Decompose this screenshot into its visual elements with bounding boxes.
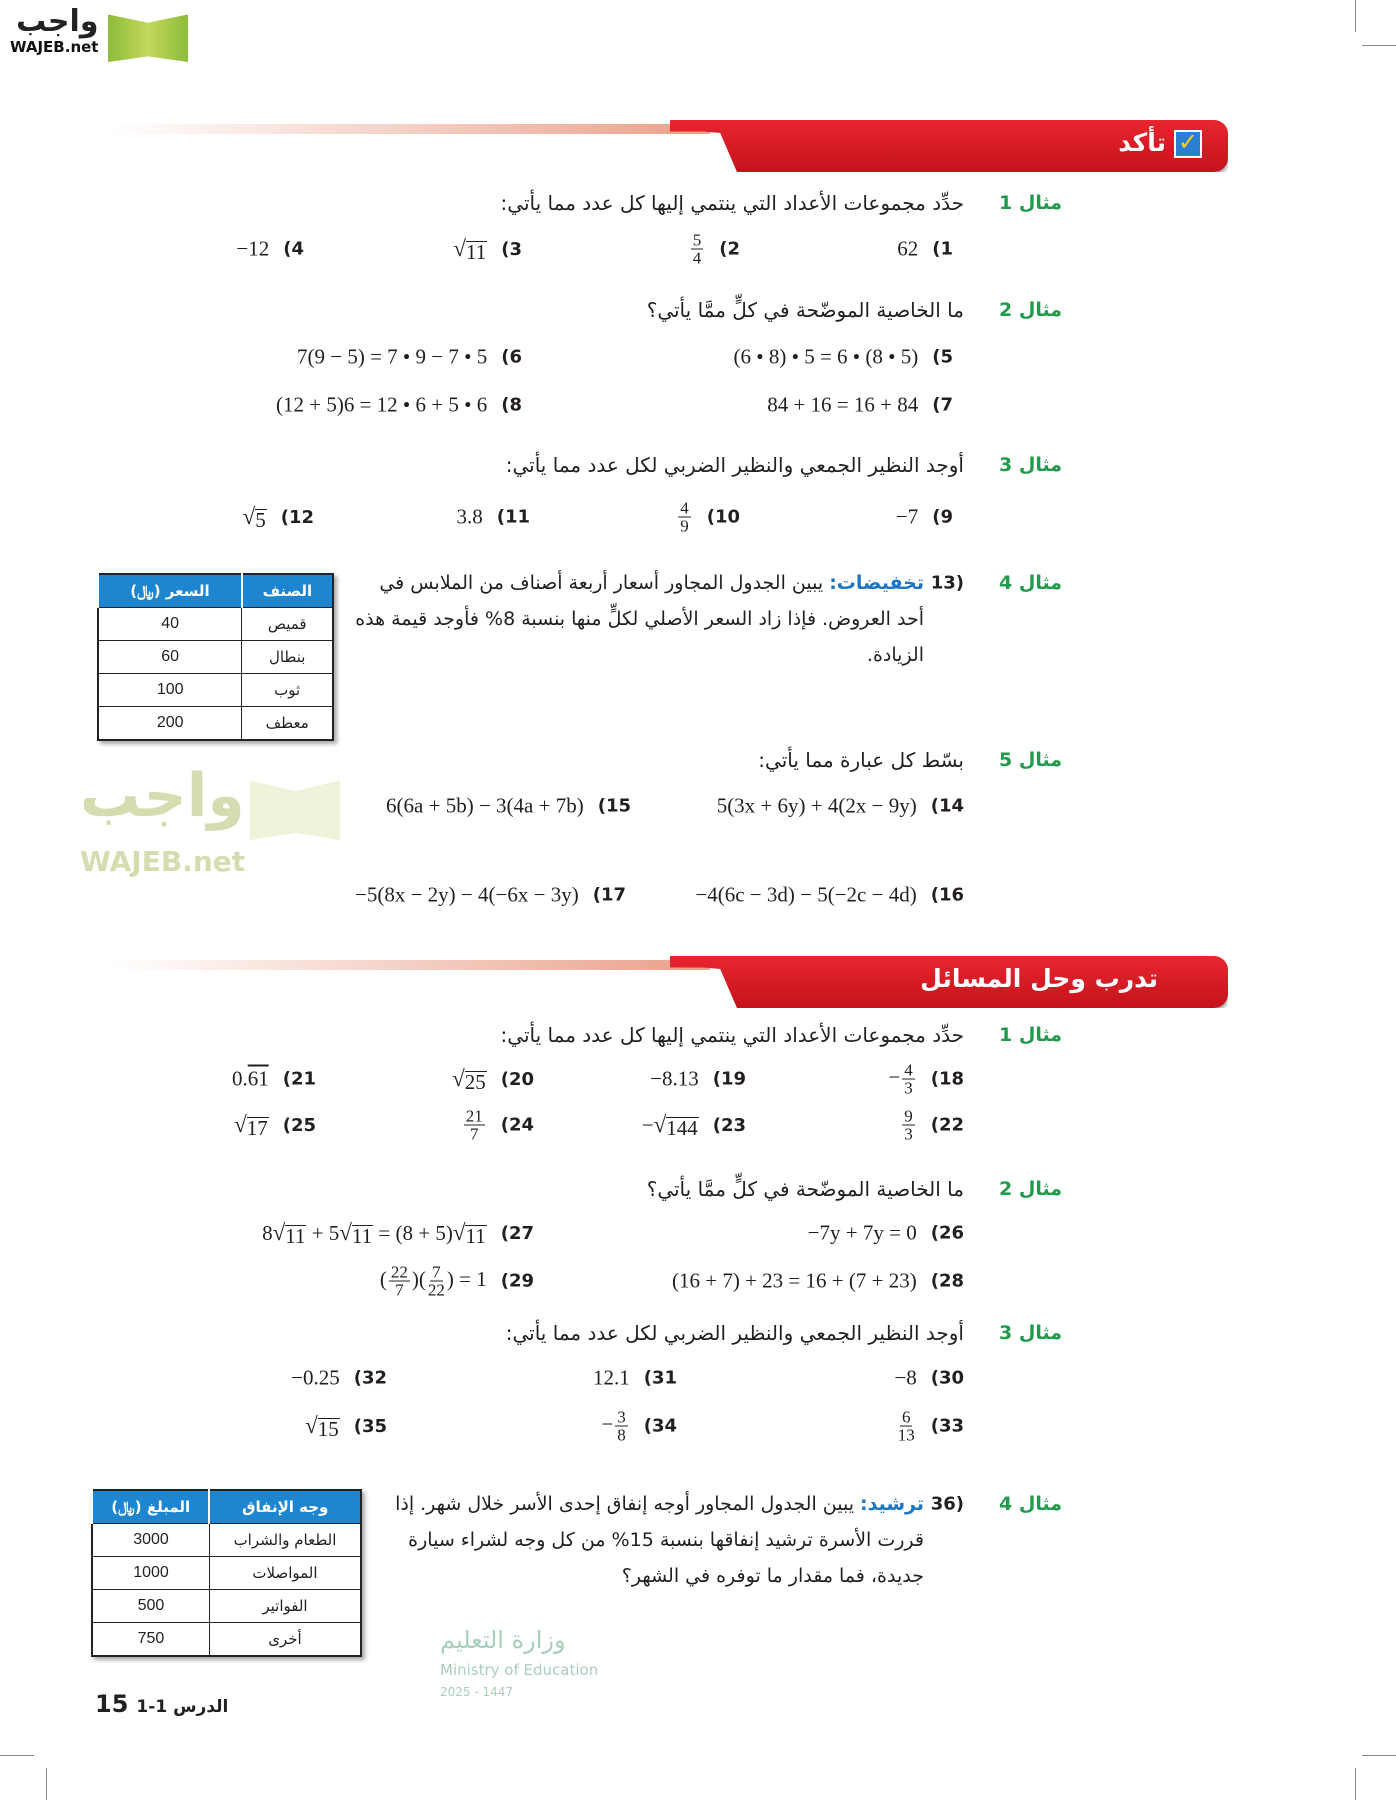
item-number: ( 22 (931, 1115, 964, 1136)
math-expression (243, 504, 267, 530)
denominator: 9 (680, 516, 689, 536)
watermark-book-icon (250, 770, 340, 840)
math-expression (900, 1108, 917, 1143)
item-number: ( 32 (354, 1368, 387, 1389)
math-expression (767, 393, 918, 418)
crop-mark (1355, 1768, 1356, 1800)
square-root (243, 504, 267, 530)
exercise-item (262, 1220, 534, 1246)
math-expression (642, 1112, 699, 1138)
math-expression (355, 883, 579, 908)
math-expression (650, 1067, 699, 1092)
exercise-item (767, 393, 953, 418)
math-expression (305, 1413, 340, 1439)
example-prompt: حدِّد مجموعات الأعداد التي ينتمي إليها كل عدد مما يأتي: (500, 1023, 964, 1047)
exercise-item (900, 1108, 964, 1143)
item-number: ( 35 (354, 1416, 387, 1437)
table-cell: الطعام والشراب (209, 1524, 361, 1557)
math-text: − (888, 1064, 901, 1089)
item-number: ( 16 (931, 885, 964, 906)
item-number: ( 17 (593, 885, 626, 906)
radicand: 25 (464, 1070, 486, 1094)
math-expression (232, 1067, 269, 1092)
section-title: تدرب وحل المسائل (920, 964, 1158, 993)
example-label: مثال 3 (999, 454, 1062, 476)
example-label: مثال 4 (999, 572, 1062, 594)
problem-keyword: تخفيضات: (829, 572, 924, 594)
math-text: 3.8 (456, 504, 483, 529)
problem-keyword: ترشيد: (860, 1493, 924, 1515)
radical-sign-icon: √ (452, 1066, 465, 1091)
table-cell: 1000 (92, 1557, 209, 1590)
ministry-year: 2025 - 1447 (440, 1685, 514, 1699)
math-text: 84 + 16 = 16 + 84 (767, 392, 919, 417)
numerator: 5 (692, 230, 702, 250)
expenses-table (91, 1489, 362, 1657)
table-row (98, 707, 333, 741)
watermark-arabic: واجب (80, 761, 245, 831)
exercise-item (896, 1409, 964, 1444)
crop-mark (1355, 0, 1356, 32)
math-expression (888, 1062, 916, 1097)
ministry-english: Ministry of Education (440, 1661, 599, 1679)
exercise-item (695, 883, 964, 908)
table-row (92, 1557, 361, 1590)
exercise-item (243, 504, 314, 530)
item-number: ( 12 (281, 507, 314, 528)
math-text: )( (411, 1266, 426, 1291)
checkbox-icon: ✓ (1174, 130, 1202, 158)
math-text: 62 (897, 236, 919, 261)
fraction (902, 1062, 915, 1097)
example-label: مثال 1 (999, 192, 1062, 214)
math-text: −0.25 (291, 1365, 340, 1390)
crop-mark (46, 1768, 47, 1800)
exercise-item (808, 1221, 964, 1246)
radicand: 11 (466, 240, 487, 264)
exercise-item (355, 883, 626, 908)
radical-sign-icon: √ (272, 1220, 286, 1245)
exercise-item (234, 1112, 316, 1138)
math-expression (734, 345, 919, 370)
exercise-item (297, 345, 522, 370)
fraction (615, 1409, 628, 1444)
example-prompt: أوجد النظير الجمعي والنظير الضربي لكل عدد مما يأتي: (505, 453, 964, 477)
question-number: 13) (930, 572, 964, 594)
denominator: 7 (395, 1280, 404, 1300)
fraction (428, 1264, 445, 1299)
math-expression (291, 1366, 340, 1391)
exercise-item (888, 1062, 964, 1097)
exercise-item (593, 1366, 677, 1391)
math-text: 6(6a + 5b) − 3(4a + 7b) (386, 793, 584, 818)
numerator: 4 (680, 498, 689, 518)
math-expression (297, 345, 487, 370)
math-text: −8 (894, 1365, 917, 1390)
exercise-item (291, 1366, 387, 1391)
numerator: 3 (617, 1407, 626, 1427)
radical-sign-icon: √ (305, 1413, 318, 1438)
radical-sign-icon: √ (452, 1220, 466, 1245)
item-number: ( 28 (931, 1271, 964, 1292)
math-expression (894, 1366, 916, 1391)
numerator: 4 (904, 1060, 913, 1080)
table-row (98, 608, 333, 641)
item-number: ( 6 (501, 347, 522, 368)
math-text: 8 (262, 1221, 273, 1245)
math-expression (672, 1269, 917, 1294)
math-expression (462, 1108, 487, 1143)
example-label: مثال 2 (999, 1178, 1062, 1200)
item-number: ( 20 (501, 1069, 534, 1090)
denominator: 8 (617, 1425, 626, 1445)
problem-text: يبين الجدول المجاور أسعار أربعة أصناف من الملابس في أحد العروض. فإذا زاد السعر الأصلي لكلٍّ منها بنسبة 8% فأوجد قيمة هذه الزيادة. (355, 572, 924, 666)
exercise-item (456, 505, 530, 530)
item-number: ( 29 (501, 1271, 534, 1292)
item-number: ( 27 (501, 1223, 534, 1244)
item-number: ( 4 (283, 239, 304, 260)
radical-sign-icon: √ (653, 1112, 667, 1137)
math-text: −4(6c − 3d) − 5(−2c − 4d) (695, 882, 917, 907)
table-cell: 200 (98, 707, 242, 741)
example-prompt: ما الخاصية الموضّحة في كلٍّ ممَّا يأتي؟ (646, 1177, 964, 1201)
logo-arabic: واجب (16, 4, 99, 39)
square-root (305, 1413, 340, 1439)
radicand: 144 (666, 1116, 698, 1140)
practice-banner (110, 956, 1228, 1010)
example-prompt: ما الخاصية الموضّحة في كلٍّ ممَّا يأتي؟ (646, 298, 964, 322)
math-expression (695, 883, 916, 908)
exercise-item (386, 794, 631, 819)
wajeb-logo (10, 6, 98, 56)
radical-sign-icon: √ (242, 504, 256, 529)
question-number: 36) (930, 1493, 964, 1515)
column-header: السعر (﷼) (98, 574, 242, 608)
numerator: 9 (904, 1106, 913, 1126)
math-expression (896, 505, 918, 530)
table-cell: معطف (242, 707, 333, 741)
table-cell: بنطال (242, 641, 333, 674)
math-expression (453, 236, 487, 262)
math-text: − (641, 1113, 654, 1137)
math-expression (717, 794, 917, 819)
math-text: 7(9 − 5) = 7 • 9 − 7 • 5 (297, 344, 488, 369)
repeating-digits: 61 (247, 1066, 269, 1091)
math-text: (16 + 7) + 23 = 16 + (7 + 23) (672, 1268, 917, 1293)
radical-sign-icon: √ (453, 236, 466, 261)
math-expression (276, 393, 487, 418)
table-cell: 500 (92, 1590, 209, 1623)
denominator: 4 (692, 248, 702, 268)
denominator: 22 (427, 1280, 445, 1300)
numerator: 7 (432, 1262, 441, 1282)
example-label: مثال 3 (999, 1322, 1062, 1344)
numerator: 6 (901, 1407, 911, 1427)
radicand: 11 (465, 1224, 486, 1248)
exercise-item (689, 232, 740, 267)
table-cell: 40 (98, 608, 242, 641)
item-number: ( 18 (931, 1069, 964, 1090)
denominator: 3 (904, 1078, 913, 1098)
item-number: ( 11 (497, 507, 530, 528)
math-expression (808, 1221, 917, 1246)
denominator: 3 (904, 1124, 913, 1144)
square-root (234, 1112, 269, 1138)
table-cell: 750 (92, 1623, 209, 1657)
table-row (92, 1524, 361, 1557)
exercise-item (452, 1066, 534, 1092)
math-expression (452, 1066, 487, 1092)
table-cell: الفواتير (209, 1590, 361, 1623)
column-header: وجه الإنفاق (209, 1490, 361, 1524)
denominator: 13 (897, 1425, 915, 1445)
exercise-item (676, 500, 740, 535)
fraction (902, 1108, 915, 1143)
radical-sign-icon: √ (339, 1220, 352, 1245)
exercise-item (305, 1413, 387, 1439)
square-root (273, 1220, 307, 1246)
exercise-item (601, 1409, 677, 1444)
math-expression (262, 1220, 487, 1246)
table-row (92, 1623, 361, 1657)
square-root (452, 1066, 487, 1092)
exercise-item (453, 236, 522, 262)
radicand: 17 (246, 1116, 268, 1140)
math-expression (676, 500, 693, 535)
item-number: ( 3 (501, 239, 522, 260)
math-text: 5(3x + 6y) + 4(2x − 9y) (716, 793, 917, 818)
item-number: ( 25 (283, 1115, 316, 1136)
denominator: 7 (469, 1124, 479, 1144)
item-number: ( 15 (598, 796, 631, 817)
math-text: −12 (236, 236, 270, 261)
exercise-item (734, 345, 954, 370)
math-expression (380, 1264, 487, 1299)
radicand: 11 (351, 1224, 373, 1248)
math-expression (386, 794, 584, 819)
fraction (691, 232, 704, 267)
exercise-item (672, 1269, 964, 1294)
math-text: ) = 1 (446, 1266, 487, 1291)
book-icon (108, 6, 188, 62)
section-title: تأكد (1118, 128, 1166, 157)
math-text: −5(8x − 2y) − 4(−6x − 3y) (355, 882, 579, 907)
math-expression (897, 237, 918, 262)
math-expression (236, 237, 269, 262)
math-text: −7 (895, 504, 919, 529)
crop-mark (1362, 45, 1396, 46)
item-number: ( 9 (932, 507, 953, 528)
math-text: + 5 (306, 1221, 340, 1245)
math-expression (593, 1366, 630, 1391)
radicand: 15 (317, 1417, 339, 1441)
math-expression (456, 505, 482, 530)
table-row (98, 674, 333, 707)
item-number: ( 34 (644, 1416, 677, 1437)
radicand: 5 (255, 508, 266, 532)
square-root (453, 236, 487, 262)
exercise-item (642, 1112, 746, 1138)
exercise-item (650, 1067, 746, 1092)
page-number: 15 (95, 1690, 129, 1718)
math-expression (689, 232, 706, 267)
watermark-latin: WAJEB.net (80, 845, 246, 878)
table-cell: قميص (242, 608, 333, 641)
crop-mark (1362, 1755, 1396, 1756)
table-row (92, 1590, 361, 1623)
table-cell: 60 (98, 641, 242, 674)
item-number: ( 23 (713, 1115, 746, 1136)
radicand: 11 (285, 1224, 306, 1248)
fraction (389, 1264, 410, 1299)
math-text: = (8 + 5) (373, 1221, 453, 1245)
square-root (654, 1112, 699, 1138)
fraction (678, 500, 691, 535)
exercise-item (894, 1366, 964, 1391)
table-header-row (98, 574, 333, 608)
word-problem (354, 565, 924, 673)
example-label: مثال 2 (999, 299, 1062, 321)
item-number: ( 1 (932, 239, 953, 260)
math-text: −8.13 (650, 1066, 699, 1091)
item-number: ( 19 (713, 1069, 746, 1090)
table-cell: ثوب (242, 674, 333, 707)
item-number: ( 31 (644, 1368, 677, 1389)
exercise-item (232, 1067, 316, 1092)
item-number: ( 26 (931, 1223, 964, 1244)
item-number: ( 10 (707, 507, 740, 528)
lesson-label: الدرس 1-1 (136, 1697, 229, 1717)
item-number: ( 7 (932, 395, 953, 416)
problem-text: يبين الجدول المجاور أوجه إنفاق إحدى الأسر خلال شهر. إذا قررت الأسرة ترشيد إنفاقها بنسبة 15% من كل وجه لشراء سيارة جديدة، فما مقدار ما توفره في الشهر؟ (395, 1493, 924, 1587)
example-prompt: حدِّد مجموعات الأعداد التي ينتمي إليها كل عدد مما يأتي: (500, 191, 964, 215)
math-text: 12.1 (592, 1365, 630, 1390)
example-prompt: بسّط كل عبارة مما يأتي: (758, 748, 964, 772)
table-cell: 100 (98, 674, 242, 707)
table-cell: المواصلات (209, 1557, 361, 1590)
logo-latin: WAJEB.net (10, 38, 99, 56)
item-number: ( 33 (931, 1416, 964, 1437)
exercise-item (236, 237, 304, 262)
exercise-item (717, 794, 964, 819)
math-text: − (601, 1411, 614, 1436)
column-header: المبلغ (﷼) (92, 1490, 209, 1524)
item-number: ( 24 (501, 1115, 534, 1136)
fraction (464, 1108, 485, 1143)
word-problem (364, 1486, 924, 1594)
example-label: مثال 4 (999, 1493, 1062, 1515)
math-text: (12 + 5)6 = 12 • 6 + 5 • 6 (276, 392, 488, 417)
table-cell: أخرى (209, 1623, 361, 1657)
radical-sign-icon: √ (234, 1112, 247, 1137)
crop-mark (0, 1755, 34, 1756)
exercise-item (462, 1108, 534, 1143)
exercise-item (380, 1264, 534, 1299)
example-prompt: أوجد النظير الجمعي والنظير الضربي لكل عدد مما يأتي: (505, 1321, 964, 1345)
math-text: ( (379, 1266, 387, 1291)
math-text: (6 • 8) • 5 = 6 • (8 • 5) (733, 344, 919, 369)
example-label: مثال 1 (999, 1024, 1062, 1046)
math-text: 0. (231, 1066, 248, 1091)
example-label: مثال 5 (999, 749, 1062, 771)
column-header: الصنف (242, 574, 333, 608)
table-row (98, 641, 333, 674)
item-number: ( 14 (931, 796, 964, 817)
table-header-row (92, 1490, 361, 1524)
page-footer (95, 1690, 228, 1718)
prices-table (97, 573, 334, 741)
exercise-item (896, 505, 953, 530)
check-banner (110, 120, 1228, 174)
item-number: ( 21 (283, 1069, 316, 1090)
exercise-item (276, 393, 522, 418)
item-number: ( 8 (501, 395, 522, 416)
ministry-arabic: وزارة التعليم (440, 1626, 566, 1654)
fraction (898, 1409, 915, 1444)
square-root (339, 1220, 373, 1246)
item-number: ( 5 (932, 347, 953, 368)
item-number: ( 2 (719, 239, 740, 260)
table-cell: 3000 (92, 1524, 209, 1557)
numerator: 21 (465, 1106, 483, 1126)
numerator: 22 (390, 1262, 408, 1282)
math-expression (601, 1409, 629, 1444)
math-text: −7y + 7y = 0 (807, 1220, 917, 1245)
square-root (453, 1220, 487, 1246)
math-expression (896, 1409, 917, 1444)
exercise-item (897, 237, 953, 262)
math-expression (234, 1112, 269, 1138)
item-number: ( 30 (931, 1368, 964, 1389)
